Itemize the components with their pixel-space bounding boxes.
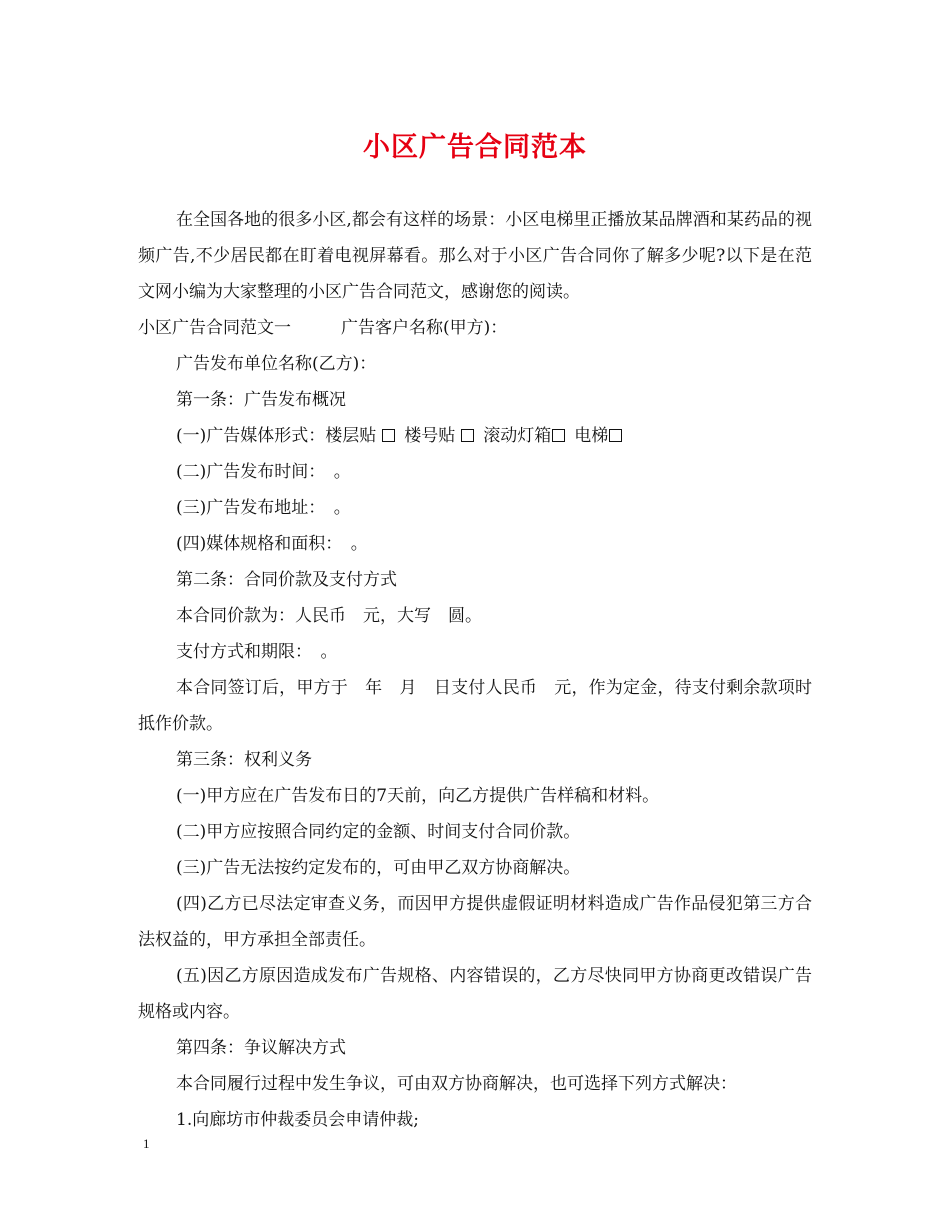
- client-name-label: 广告客户名称(甲方)：: [341, 318, 508, 338]
- media-option-building-sticker: 楼号贴: [404, 426, 456, 446]
- article-1-title: 第一条：广告发布概况: [176, 390, 346, 410]
- article-1-item-4: (四)媒体规格和面积： 。: [176, 534, 368, 554]
- article-3-item-2: (二)甲方应按照合同约定的金额、时间支付合同价款。: [176, 822, 581, 842]
- media-form-label: (一)广告媒体形式：楼层贴: [176, 426, 377, 446]
- article-2-title: 第二条：合同价款及支付方式: [176, 570, 397, 590]
- article-3-item-4: (四)乙方已尽法定审查义务，而因甲方提供虚假证明材料造成广告作品侵犯第三方合法权益的，甲方承担全部责任。: [138, 894, 812, 950]
- article-3-title: 第三条：权利义务: [176, 750, 312, 770]
- article-3-item-5: (五)因乙方原因造成发布广告规格、内容错误的，乙方尽快同甲方协商更改错误广告规格或内容。: [138, 966, 812, 1022]
- checkbox-elevator[interactable]: [609, 429, 622, 442]
- checkbox-building-sticker[interactable]: [461, 429, 474, 442]
- page-number: 1: [143, 1136, 150, 1151]
- media-option-light-box: 滚动灯箱: [483, 426, 552, 446]
- intro-paragraph: 在全国各地的很多小区,都会有这样的场景：小区电梯里正播放某品牌酒和某药品的视频广告,不少居民都在盯着电视屏幕看。那么对于小区广告合同你了解多少呢?以下是在范文网小编为大家整理的小区广告合同范文，感谢您的阅读。: [138, 210, 812, 302]
- document-title: 小区广告合同范本: [363, 132, 587, 163]
- article-3-item-1: (一)甲方应在广告发布日的7天前，向乙方提供广告样稿和材料。: [176, 786, 660, 806]
- article-4-text: 本合同履行过程中发生争议，可由双方协商解决，也可选择下列方式解决：: [176, 1074, 737, 1094]
- article-2-payment: 支付方式和期限： 。: [176, 642, 338, 662]
- article-1-item-3: (三)广告发布地址： 。: [176, 498, 351, 518]
- checkbox-light-box[interactable]: [552, 429, 565, 442]
- media-option-elevator: 电梯: [574, 426, 609, 446]
- article-4-title: 第四条：争议解决方式: [176, 1038, 346, 1058]
- article-2-price: 本合同价款为：人民币 元，大写 圆。: [176, 606, 482, 626]
- section-heading: 小区广告合同范文一: [138, 318, 291, 338]
- section-heading-line: [138, 310, 812, 346]
- article-3-item-3: (三)广告无法按约定发布的，可由甲乙双方协商解决。: [176, 858, 581, 878]
- article-4-item-1: 1.向廊坊市仲裁委员会申请仲裁;: [176, 1110, 419, 1130]
- article-2-deposit: 本合同签订后，甲方于 年 月 日支付人民币 元，作为定金，待支付剩余款项时抵作价款。: [138, 678, 812, 734]
- article-1-item-2: (二)广告发布时间： 。: [176, 462, 351, 482]
- publisher-name-label: 广告发布单位名称(乙方)：: [176, 354, 377, 374]
- checkbox-floor-sticker[interactable]: [382, 429, 395, 442]
- article-1-item-1: [138, 418, 812, 454]
- document-body: [138, 202, 812, 1138]
